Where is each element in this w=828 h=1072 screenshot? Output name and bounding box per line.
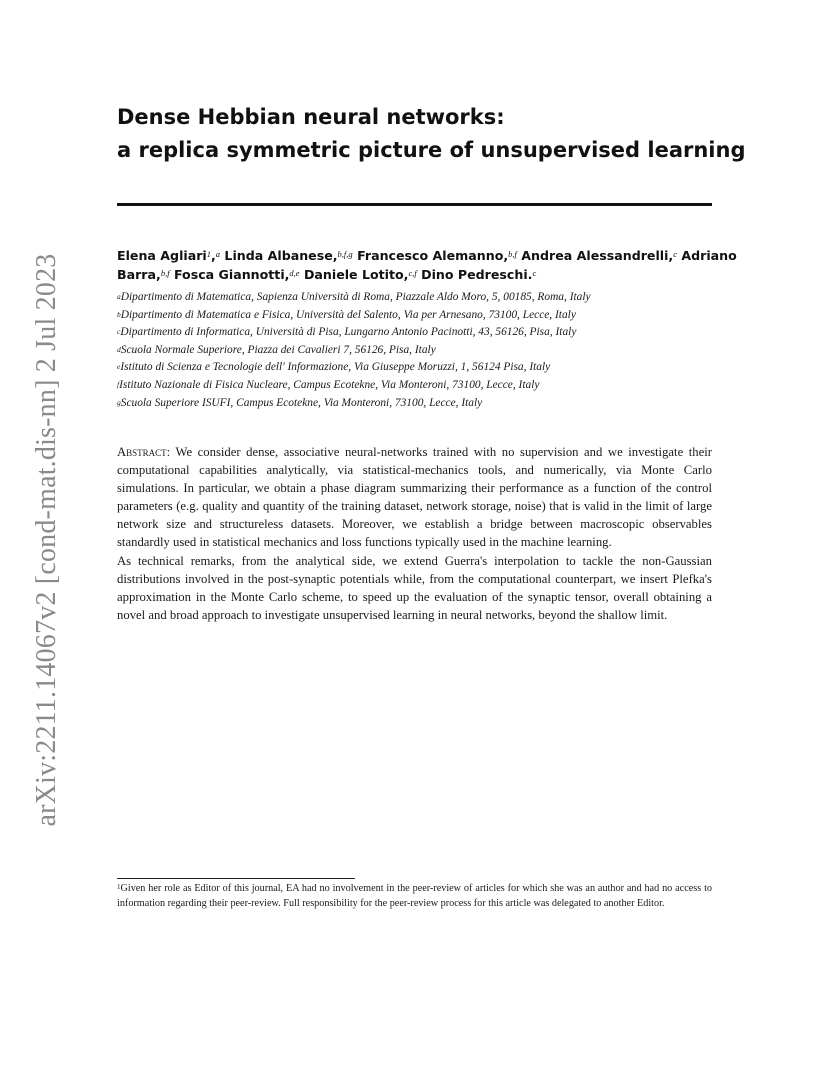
affiliation-text: Scuola Normale Superiore, Piazza dei Cavalieri 7, 56126, Pisa, Italy <box>120 343 436 356</box>
affiliation-list <box>117 289 591 412</box>
affiliation <box>117 359 591 377</box>
author-line-1 <box>117 246 737 265</box>
affiliation-key: c <box>117 327 121 337</box>
author-name: Andrea Alessandrelli, <box>521 248 674 263</box>
title-line-2: a replica symmetric picture of unsupervised learning <box>117 138 746 162</box>
title-rule <box>117 203 712 206</box>
abstract <box>117 443 712 624</box>
affiliation-text: Istituto Nazionale di Fisica Nucleare, Campus Ecotekne, Via Monteroni, 73100, Lecce, Italy <box>119 378 540 391</box>
affiliation-marker: b,f,g <box>337 249 353 259</box>
affiliation-text: Dipartimento di Matematica e Fisica, Università del Salento, Via per Arnesano, 73100, Lecce, Italy <box>120 308 576 321</box>
affiliation-marker: b,f <box>160 268 170 278</box>
author-separator: , <box>210 248 216 263</box>
affiliation-key: e <box>117 362 121 372</box>
footnote <box>117 881 712 912</box>
affiliation <box>117 395 591 413</box>
affiliation-marker: c <box>532 268 537 278</box>
affiliation-text: Istituto di Scienza e Tecnologie dell' Informazione, Via Giuseppe Moruzzi, 1, 56124 Pisa, Italy <box>120 361 551 374</box>
affiliation-key: g <box>117 397 121 407</box>
footnote-marker: 1 <box>206 249 211 259</box>
abstract-label: Abstract: <box>117 445 171 459</box>
affiliation-marker: c,f <box>408 268 417 278</box>
affiliation <box>117 342 591 360</box>
affiliation-text: Dipartimento di Matematica, Sapienza Università di Roma, Piazzale Aldo Moro, 5, 00185, Roma, Italy <box>120 291 591 303</box>
affiliation-text: Dipartimento di Informatica, Università di Pisa, Lungarno Antonio Pacinotti, 43, 56126, Pisa, Italy <box>120 326 577 339</box>
author-name: Adriano <box>681 248 737 263</box>
footnote-rule <box>117 878 355 879</box>
affiliation <box>117 289 591 307</box>
author-line-2 <box>117 265 717 284</box>
affiliation-key: f <box>117 379 120 389</box>
affiliation-marker: d,e <box>289 268 300 278</box>
author-name: Fosca Giannotti, <box>173 267 290 282</box>
footnote-text: Given her role as Editor of this journal, EA had no involvement in the peer-review of articles for which she was an author and had no access to information regarding their peer-review. Full responsibility for the peer-review process for this article was delegated to another Editor. <box>117 883 712 910</box>
affiliation-text: Scuola Superiore ISUFI, Campus Ecotekne, Via Monteroni, 73100, Lecce, Italy <box>120 396 483 409</box>
author-list <box>117 246 737 284</box>
affiliation-key: b <box>117 309 121 319</box>
affiliation-marker: b,f <box>508 249 517 259</box>
affiliation <box>117 377 591 395</box>
author-name: Dino Pedreschi. <box>421 267 533 282</box>
abstract-paragraph-2: As technical remarks, from the analytical side, we extend Guerra's interpolation to tackle the non-Gaussian distributions involved in the post-synaptic potentials while, from the computational counterpart, we insert Plefka's approximation in the Monte Carlo scheme, to speed up the evaluation of the synaptic tensor, overall obtaining a novel and broad approach to investigate unsupervised learning in neural networks, beyond the shallow limit. <box>117 553 712 622</box>
abstract-paragraph-1 <box>117 443 712 552</box>
abstract-text-1: We consider dense, associative neural-networks trained with no supervision and we investigate their computational capabilities analytically, via statistical-mechanics tools, and numerically, via Monte Carlo simulations. In particular, we obtain a phase diagram summarizing their performance as a function of the control parameters (e.g. quality and quantity of the training dataset, network storage, noise) that is valid in the limit of large network size and structureless datasets. Moreover, we establish a bridge between macroscopic observables standardly used in statistical mechanics and loss functions typically used in the machine learning. <box>117 445 712 550</box>
affiliation-key: d <box>117 344 121 354</box>
author-name: Barra, <box>117 267 161 282</box>
author-name: Francesco Alemanno, <box>357 248 509 263</box>
affiliation <box>117 307 591 325</box>
author-name: Linda Albanese, <box>224 248 338 263</box>
title-line-1: Dense Hebbian neural networks: <box>117 105 505 129</box>
paper-title <box>117 101 746 167</box>
author-name: Daniele Lotito, <box>303 267 409 282</box>
affiliation-marker: c <box>673 249 677 259</box>
affiliation <box>117 324 591 342</box>
author-name: Elena Agliari <box>117 248 207 263</box>
footnote-mark: 1 <box>117 883 121 891</box>
arxiv-identifier-stamp: arXiv:2211.14067v2 [cond-mat.dis-nn] 2 Jul 2023 <box>31 253 62 827</box>
affiliation-marker: a <box>215 249 221 259</box>
affiliation-key: a <box>117 292 121 301</box>
